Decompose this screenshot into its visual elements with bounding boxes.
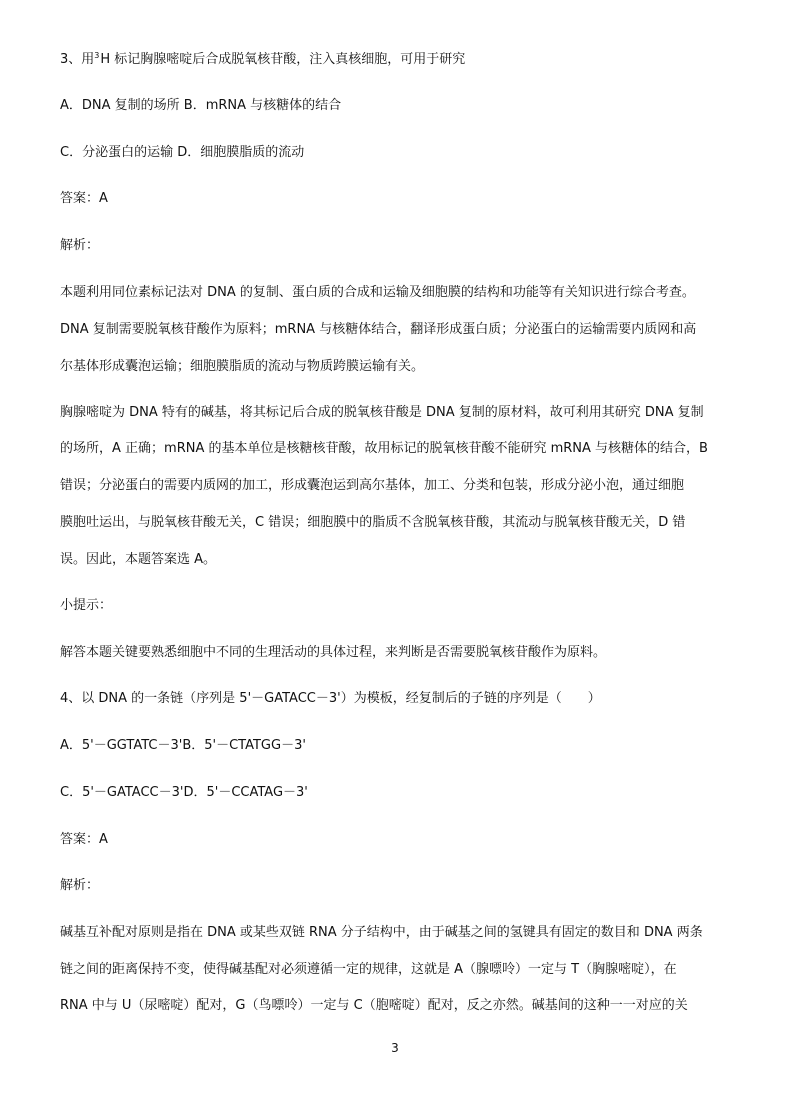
q4-analysis-line1: 碱基互补配对原则是指在 DNA 或某些双链 RNA 分子结构中，由于碱基之间的氢键具有固定的数目和 DNA 两条 xyxy=(60,925,703,940)
q4-analysis-label: 解析： xyxy=(60,878,100,893)
isotope-superscript: 3 xyxy=(94,51,100,60)
q3-analysis-p2-line3: 错误；分泌蛋白的需要内质网的加工，形成囊泡运到高尔基体，加工、分类和包装，形成分泌小泡，通过细胞 xyxy=(60,478,685,493)
q3-analysis-label: 解析： xyxy=(60,238,100,253)
q3-analysis-p2-line1: 胸腺嘧啶为 DNA 特有的碱基，将其标记后合成的脱氧核苷酸是 DNA 复制的原材料，故可利用其研究 DNA 复制 xyxy=(60,405,704,420)
q4-analysis-line2: 链之间的距离保持不变，使得碱基配对必须遵循一定的规律，这就是 A（腺嘌呤）一定与 T（胸腺嘧啶），在 xyxy=(60,962,677,977)
q4-answer: 答案：A xyxy=(60,832,108,847)
q3-options-ab: A．DNA 复制的场所 B．mRNA 与核糖体的结合 xyxy=(60,98,342,113)
q4-options-ab: A．5'－GGTATC－3'B．5'－CTATGG－3' xyxy=(60,738,306,753)
page-number: 3 xyxy=(391,1041,399,1055)
q3-question-text: H 标记胸腺嘧啶后合成脱氧核苷酸，注入真核细胞，可用于研究 xyxy=(100,52,466,67)
q3-analysis-p2-line2: 的场所，A 正确；mRNA 的基本单位是核糖核苷酸，故用标记的脱氧核苷酸不能研究 mRNA 与核糖体的结合，B xyxy=(60,441,708,456)
q3-analysis-p1-line3: 尔基体形成囊泡运输；细胞膜脂质的流动与物质跨膜运输有关。 xyxy=(60,359,425,374)
q3-analysis-p2-line4: 膜胞吐运出，与脱氧核苷酸无关，C 错误；细胞膜中的脂质不含脱氧核苷酸，其流动与脱氧核苷酸无关，D 错 xyxy=(60,515,686,530)
q3-question-prefix: 3、用 xyxy=(60,52,95,67)
q3-analysis-p1-line2: DNA 复制需要脱氧核苷酸作为原料；mRNA 与核糖体结合，翻译形成蛋白质；分泌蛋白的运输需要内质网和高 xyxy=(60,322,697,337)
q3-analysis-p2-line5: 误。因此，本题答案选 A。 xyxy=(60,552,217,567)
q3-analysis-p1-line1: 本题利用同位素标记法对 DNA 的复制、蛋白质的合成和运输及细胞膜的结构和功能等有关知识进行综合考查。 xyxy=(60,285,695,300)
q4-analysis-line3: RNA 中与 U（尿嘧啶）配对，G（鸟嘌呤）一定与 C（胞嘧啶）配对，反之亦然。碱基间的这种一一对应的关 xyxy=(60,998,688,1013)
q4-question: 4、以 DNA 的一条链（序列是 5'－GATACC－3'）为模板，经复制后的子链的序列是（ ） xyxy=(60,691,601,706)
q3-question xyxy=(60,52,465,69)
q3-options-cd: C．分泌蛋白的运输 D．细胞膜脂质的流动 xyxy=(60,145,305,160)
q4-options-cd: C．5'－GATACC－3'D．5'－CCATAG－3' xyxy=(60,785,308,800)
q3-tip-label: 小提示： xyxy=(60,598,113,613)
q3-tip: 解答本题关键要熟悉细胞中不同的生理活动的具体过程，来判断是否需要脱氧核苷酸作为原料。 xyxy=(60,645,607,660)
q3-answer: 答案：A xyxy=(60,191,108,206)
